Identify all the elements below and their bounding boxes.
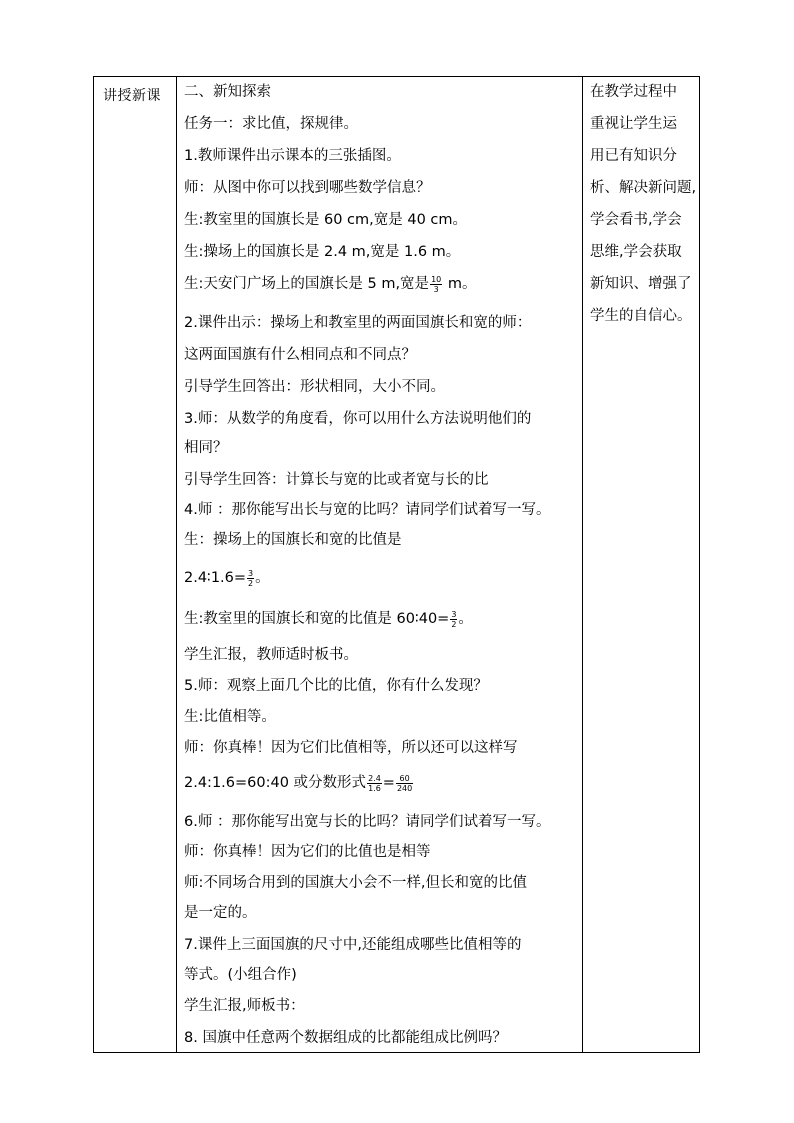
content-line: 8. 国旗中任意两个数据组成的比都能组成比例吗？ (184, 1030, 507, 1046)
line-text: m。 (443, 276, 477, 292)
content-line: 生：操场上的国旗长和宽的比值是 (184, 532, 402, 548)
content-line (184, 568, 270, 588)
content-line: 师:不同场合用到的国旗大小会不一样,但长和宽的比值 (184, 875, 527, 891)
fraction-denominator: 240 (396, 783, 413, 793)
note-line: 学会看书,学会 (590, 212, 682, 228)
fraction-numerator: 3 (451, 609, 457, 619)
note-line: 思维,学会获取 (590, 244, 682, 260)
fraction (396, 774, 413, 793)
content-line: 师：你真棒！因为它们比值相等，所以还可以这样写 (184, 740, 518, 756)
content-line: 引导学生回答：计算长与宽的比或者宽与长的比 (184, 472, 489, 488)
line-text: 2.4∶1.6= (184, 570, 247, 586)
content-line: 这两面国旗有什么相同点和不同点？ (184, 347, 416, 363)
column-divider (582, 77, 583, 1052)
fraction-denominator: 2 (451, 619, 457, 629)
content-line: 任务一：求比值，探规律。 (184, 116, 358, 132)
note-line: 析、解决新问题, (590, 180, 697, 196)
fraction-numerator: 3 (248, 568, 254, 578)
content-line (184, 773, 414, 793)
fraction-numerator: 60 (396, 774, 413, 784)
content-line: 二、新知探索 (184, 84, 271, 100)
content-line: 2.课件出示：操场上和教室里的两面国旗长和宽的师： (184, 315, 532, 331)
fraction-denominator: 3 (433, 284, 439, 294)
note-line: 用已有知识分 (590, 148, 677, 164)
fraction (430, 275, 442, 294)
content-line: 7.课件上三面国旗的尺寸中,还能组成哪些比值相等的 (184, 937, 522, 953)
fraction (367, 774, 382, 793)
section-label: 讲授新课 (103, 88, 161, 104)
note-line: 学生的自信心。 (590, 308, 692, 324)
content-line (184, 609, 473, 629)
note-line: 在教学过程中 (590, 84, 677, 100)
content-line: 师：你真棒！因为它们的比值也是相等 (184, 844, 431, 860)
content-line: 1.教师课件出示课本的三张插图。 (184, 148, 401, 164)
content-line: 相同？ (184, 440, 228, 456)
content-line: 3.师：从数学的角度看，你可以用什么方法说明他们的 (184, 411, 532, 427)
lesson-table (93, 76, 700, 1053)
content-line: 是一定的。 (184, 905, 257, 921)
note-line: 新知识、增强了 (590, 276, 692, 292)
line-text: 。 (255, 570, 270, 586)
content-line: 学生汇报,师板书： (184, 998, 305, 1014)
fraction-numerator: 10 (431, 274, 442, 284)
line-text: 2.4:1.6=60:40 或分数形式 (184, 775, 367, 791)
line-text: 生:教室里的国旗长和宽的比值是 60∶40= (184, 611, 450, 627)
note-line: 重视让学生运 (590, 116, 677, 132)
fraction-denominator: 2 (248, 578, 254, 588)
content-line: 4.师 ：那你能写出长与宽的比吗？请同学们试着写一写。 (184, 502, 551, 518)
column-divider (176, 77, 177, 1052)
line-text: 生:天安门广场上的国旗长是 5 m,宽是 (184, 276, 430, 292)
line-text: 。 (458, 611, 473, 627)
content-line: 5.师：观察上面几个比的比值，你有什么发现？ (184, 678, 488, 694)
fraction-denominator: 1.6 (368, 783, 381, 793)
content-line: 引导学生回答出：形状相同，大小不同。 (184, 379, 445, 395)
content-line: 学生汇报，教师适时板书。 (184, 647, 358, 663)
fraction (247, 569, 254, 588)
content-line: 等式。(小组合作) (184, 967, 297, 983)
fraction-numerator: 2.4 (368, 773, 381, 783)
content-line: 6.师 ：那你能写出宽与长的比吗？请同学们试着写一写。 (184, 814, 551, 830)
line-text: = (382, 775, 395, 791)
content-line: 师：从图中你可以找到哪些数学信息？ (184, 180, 431, 196)
content-line: 生:教室里的国旗长是 60 cm,宽是 40 cm。 (184, 212, 468, 228)
fraction (450, 610, 457, 629)
content-line: 生:比值相等。 (184, 709, 276, 725)
content-line (184, 274, 476, 294)
content-line: 生:操场上的国旗长是 2.4 m,宽是 1.6 m。 (184, 244, 461, 260)
